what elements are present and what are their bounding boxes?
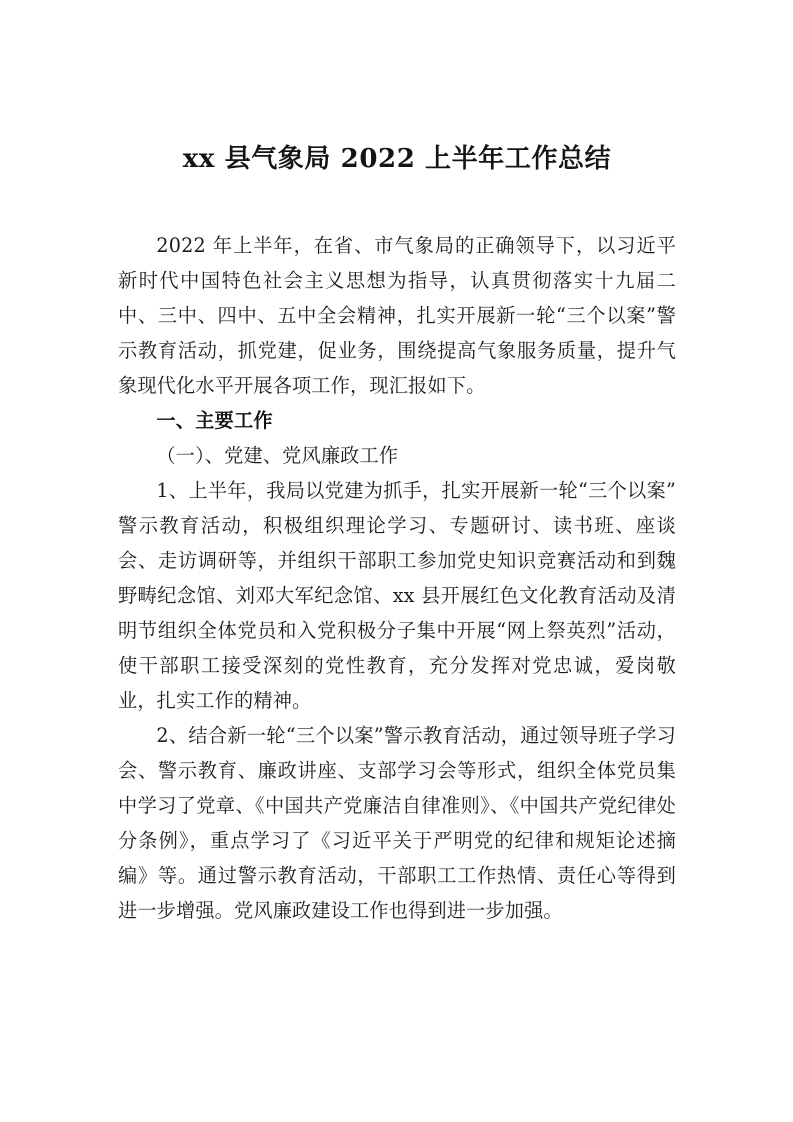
paragraph-intro: 2022 年上半年，在省、市气象局的正确领导下，以习近平新时代中国特色社会主义思想为指导，认真贯彻落实十九届二中、三中、四中、五中全会精神，扎实开展新一轮“三个以案”警示教育活动，抓党建，促业务，围绕提高气象服务质量，提升气象现代化水平开展各项工作，现汇报如下。 (118, 234, 676, 397)
document-body (118, 228, 676, 928)
subsection-heading-party-building: （一）、党建、党风廉政工作 (156, 444, 399, 467)
section-heading-main-work: 一、主要工作 (156, 409, 273, 432)
paragraph-item-1: 1、上半年，我局以党建为抓手，扎实开展新一轮“三个以案”警示教育活动，积极组织理论学习、专题研讨、读书班、座谈会、走访调研等，并组织干部职工参加党史知识竞赛活动和到魏野畴纪念馆、刘邓大军纪念馆、xx 县开展红色文化教育活动及清明节组织全体党员和入党积极分子集中开展“网上祭英烈”活动，使干部职工接受深刻的党性教育，充分发挥对党忠诚，爱岗敬业，扎实工作的精神。 (118, 479, 676, 712)
paragraph-item-2: 2、结合新一轮“三个以案”警示教育活动，通过领导班子学习会、警示教育、廉政讲座、支部学习会等形式，组织全体党员集中学习了党章、《中国共产党廉洁自律准则》、《中国共产党纪律处分条例》，重点学习了《习近平关于严明党的纪律和规矩论述摘编》等。通过警示教育活动，干部职工工作热情、责任心等得到进一步增强。党风廉政建设工作也得到进一步加强。 (118, 724, 676, 922)
page-title: xx 县气象局 2022 上半年工作总结 (182, 144, 612, 174)
